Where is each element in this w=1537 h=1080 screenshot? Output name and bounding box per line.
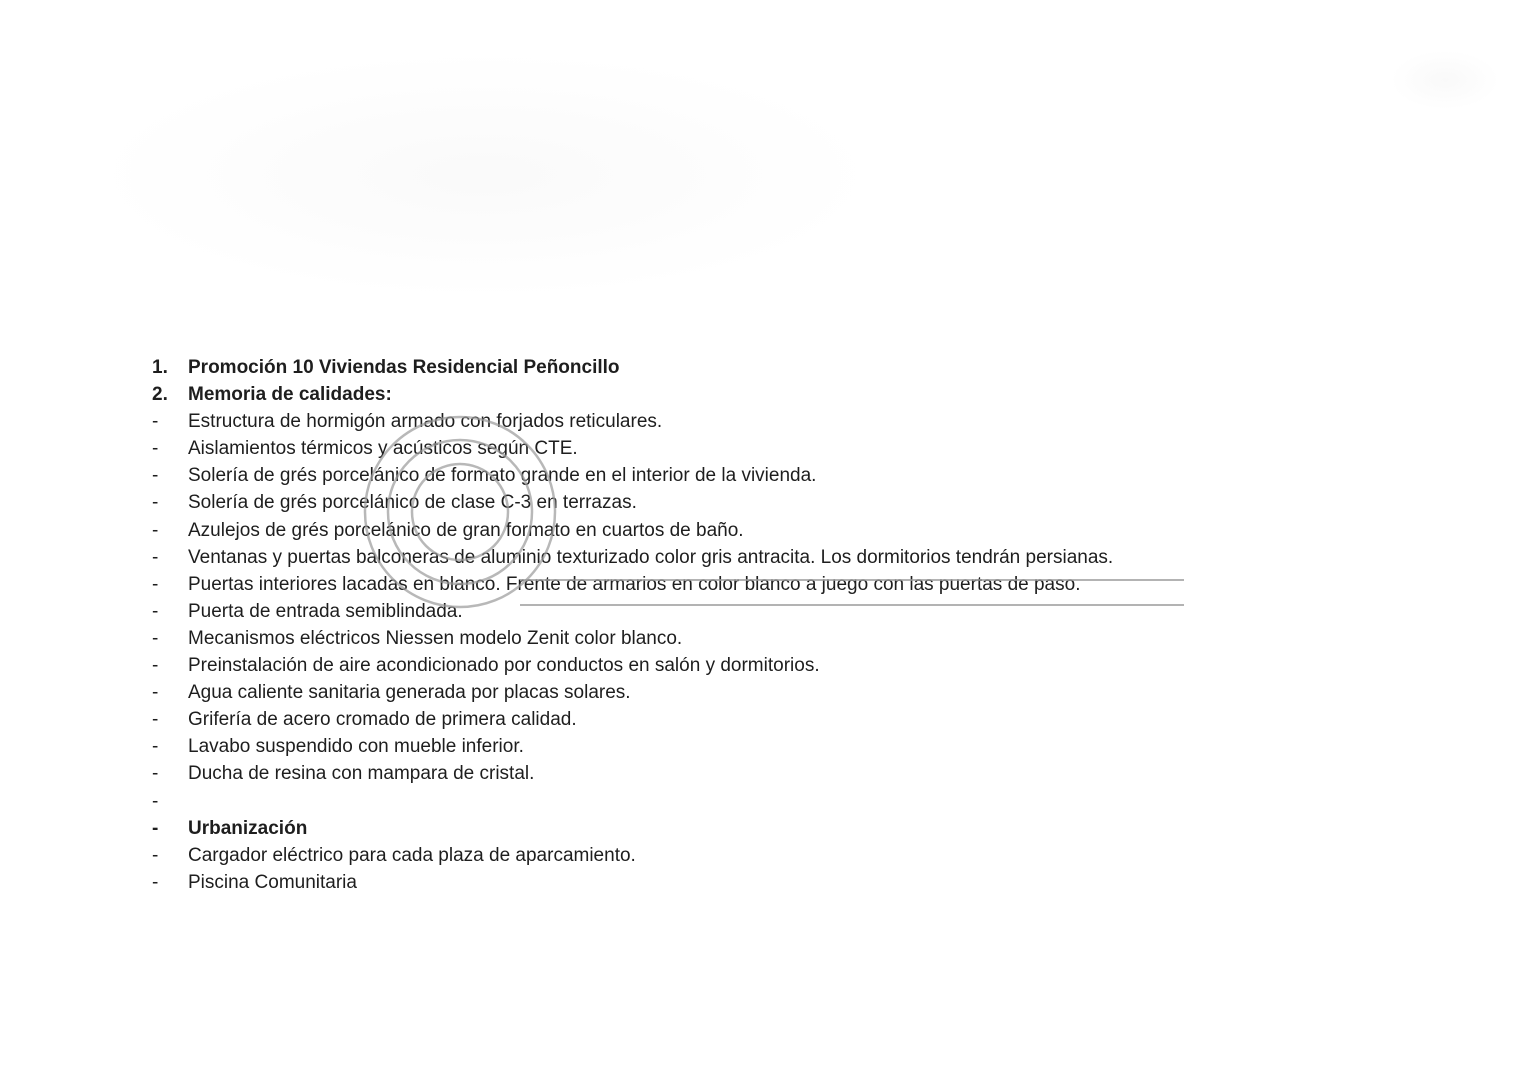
list-item [152, 706, 1252, 733]
list-item [152, 517, 1252, 544]
list-marker: - [152, 736, 159, 758]
list-item-text: Grifería de acero cromado de primera calidad. [188, 709, 577, 731]
list-item-text: Puertas interiores lacadas en blanco. Frente de armarios en color blanco a juego con las puertas de paso. [188, 573, 1081, 595]
list-item-text: Ventanas y puertas balconeras de aluminio texturizado color gris antracita. Los dormitorios tendrán persianas. [188, 546, 1114, 568]
list-item-empty [152, 788, 1252, 815]
list-item [152, 354, 1252, 381]
list-item-text: Aislamientos térmicos y acústicos según CTE. [188, 438, 578, 460]
list-item [152, 435, 1252, 462]
list-item [152, 679, 1252, 706]
list-marker: - [152, 465, 159, 487]
list-marker: - [152, 871, 159, 893]
list-marker: - [152, 438, 159, 460]
list-item [152, 598, 1252, 625]
list-item-text: Ducha de resina con mampara de cristal. [188, 763, 535, 785]
list-marker: - [152, 627, 159, 649]
list-marker: - [152, 600, 159, 622]
list-item-text: Piscina Comunitaria [188, 871, 357, 893]
list-item-text: Cargador eléctrico para cada plaza de aparcamiento. [188, 844, 636, 866]
list-marker: - [152, 763, 159, 785]
list-item-text: Estructura de hormigón armado con forjados reticulares. [188, 411, 663, 433]
list-item-text: Preinstalación de aire acondicionado por conductos en salón y dormitorios. [188, 655, 820, 677]
list-marker: - [152, 519, 159, 541]
list-marker: - [152, 411, 159, 433]
list-item [152, 842, 1252, 869]
list-item [152, 625, 1252, 652]
background-haze [90, 50, 880, 300]
document-body [152, 354, 1252, 896]
list-item-text: Puerta de entrada semiblindada. [188, 600, 463, 622]
list-item-text: Mecanismos eléctricos Niessen modelo Zenit color blanco. [188, 627, 683, 649]
list-marker: - [152, 546, 159, 568]
list-item-text: Lavabo suspendido con mueble inferior. [188, 736, 524, 758]
list-marker: - [152, 492, 159, 514]
section-heading: Memoria de calidades: [188, 384, 392, 406]
list-item-text: Azulejos de grés porcelánico de gran formato en cuartos de baño. [188, 519, 744, 541]
list-item [152, 408, 1252, 435]
subsection-heading: Urbanización [188, 817, 308, 839]
list-marker: - [152, 790, 159, 812]
list-item [152, 544, 1252, 571]
background-haze-right [1390, 50, 1500, 110]
list-marker: - [152, 844, 159, 866]
list-item-text: Solería de grés porcelánico de formato grande en el interior de la vivienda. [188, 465, 817, 487]
list-marker: 1. [152, 357, 168, 378]
list-item [152, 733, 1252, 760]
list-item [152, 760, 1252, 787]
list-marker: - [152, 817, 159, 839]
list-item [152, 869, 1252, 896]
list-item [152, 652, 1252, 679]
list-item [152, 815, 1252, 842]
list-marker: - [152, 655, 159, 677]
list-marker: - [152, 573, 159, 595]
list-item [152, 489, 1252, 516]
list-marker: - [152, 682, 159, 704]
list-item [152, 381, 1252, 408]
list-item [152, 571, 1252, 598]
list-marker: - [152, 709, 159, 731]
list-item [152, 462, 1252, 489]
list-item-text: Agua caliente sanitaria generada por placas solares. [188, 682, 631, 704]
list-item-text: Solería de grés porcelánico de clase C-3 en terrazas. [188, 492, 637, 514]
document-title: Promoción 10 Viviendas Residencial Peñoncillo [188, 357, 620, 378]
list-marker: 2. [152, 384, 168, 406]
